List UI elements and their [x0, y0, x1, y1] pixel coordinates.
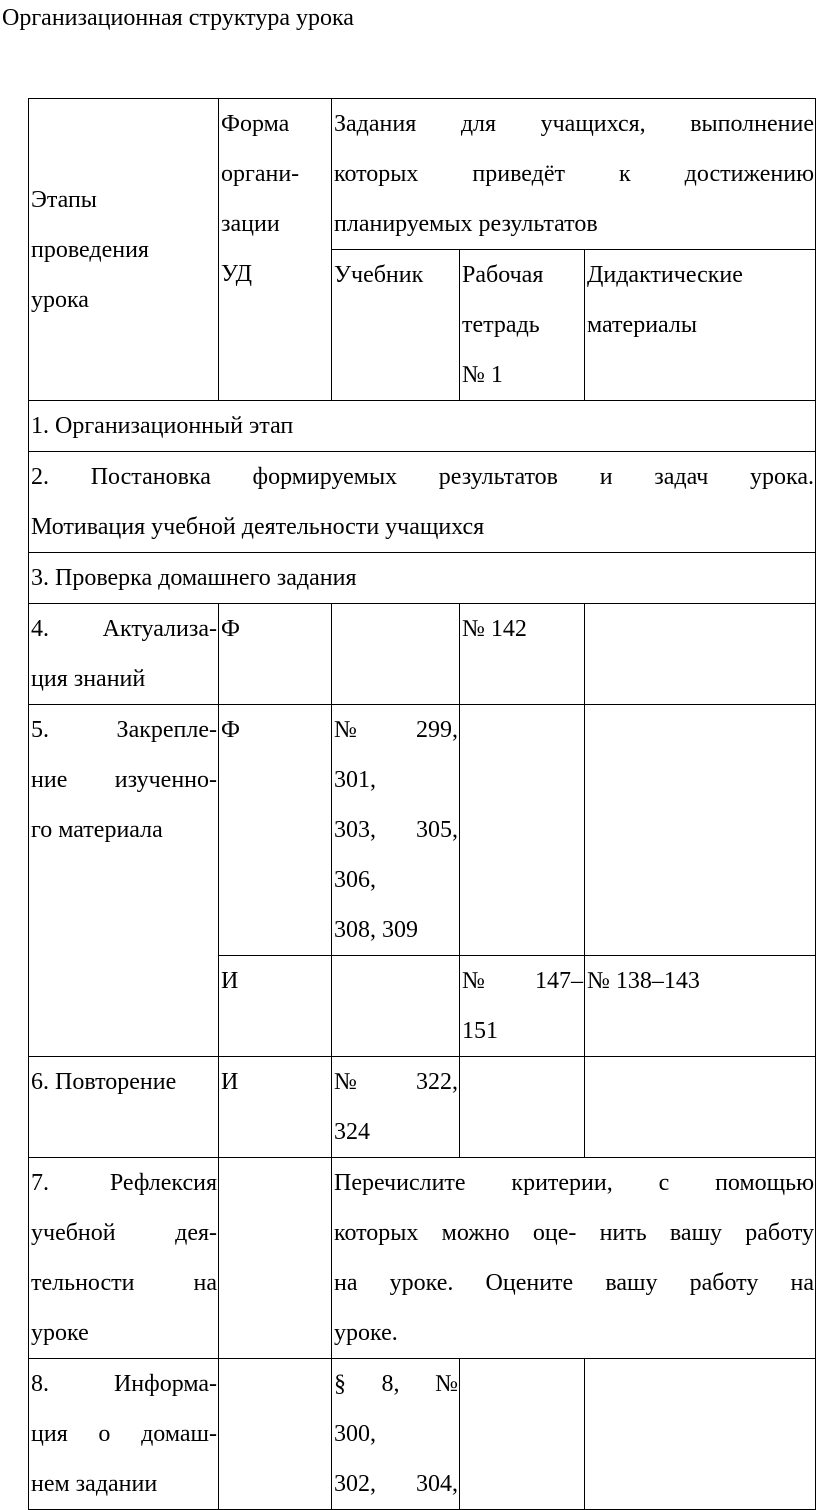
cell-form	[219, 956, 332, 1057]
cell-stage	[29, 705, 219, 1057]
cell-text	[587, 604, 814, 654]
cell-form	[219, 1158, 332, 1359]
cell-text: И	[221, 968, 239, 994]
cell-stage	[29, 1359, 219, 1510]
cell-didactic	[585, 956, 816, 1057]
cell-text: тельности на	[31, 1270, 217, 1296]
cell-text	[221, 1158, 330, 1208]
cell-text	[221, 1359, 330, 1409]
table-row	[29, 553, 816, 604]
table-row	[29, 401, 816, 452]
row-stage-2	[29, 452, 816, 553]
cell-text: 303, 305,	[334, 817, 458, 843]
header-stages	[29, 99, 219, 401]
cell-didactic	[585, 705, 816, 956]
cell-stage	[29, 1158, 219, 1359]
cell-form	[219, 1359, 332, 1510]
header-didactic-line: Дидактические	[587, 262, 743, 288]
header-workbook-line: № 1	[462, 362, 503, 388]
header-form-line: органи-	[221, 161, 300, 187]
cell-text: № 299,	[334, 717, 458, 743]
cell-text: на уроке. Оцените вашу работу на	[334, 1270, 814, 1296]
table-row	[29, 452, 816, 553]
cell-text: 301,	[334, 767, 376, 793]
header-didactic-line: материалы	[587, 312, 698, 338]
cell-text: ние изученно-	[31, 767, 217, 793]
cell-textbook	[332, 1359, 460, 1510]
row-text: 2. Постановка формируемых результатов и задач урока.	[31, 464, 814, 490]
cell-text	[462, 705, 583, 755]
row-text: 1. Организационный этап	[31, 413, 294, 439]
cell-text: 8. Информа-	[31, 1371, 217, 1397]
cell-workbook	[460, 956, 585, 1057]
cell-text: уроке	[31, 1320, 89, 1346]
cell-text: ция о домаш-	[31, 1421, 217, 1447]
cell-stage	[29, 1057, 219, 1158]
cell-tasks	[332, 1158, 816, 1359]
cell-text: 7. Рефлексия	[31, 1170, 217, 1196]
header-form-line: Форма	[221, 111, 290, 137]
page-title: Организационная структура урока	[2, 5, 354, 31]
cell-text: Ф	[221, 616, 240, 642]
cell-text	[334, 604, 458, 654]
cell-form	[219, 705, 332, 956]
header-stages-line: Этапы	[31, 186, 97, 213]
cell-text: уроке.	[334, 1320, 398, 1346]
cell-text	[462, 1057, 583, 1107]
cell-workbook	[460, 1057, 585, 1158]
cell-text	[587, 1359, 814, 1409]
cell-text: го материала	[31, 817, 163, 843]
cell-didactic	[585, 1057, 816, 1158]
cell-text: ция знаний	[31, 666, 146, 692]
header-textbook-label: Учебник	[334, 262, 424, 288]
lesson-structure-table	[28, 98, 816, 1510]
cell-text: 4. Актуализа-	[31, 616, 217, 642]
cell-text	[462, 1359, 583, 1409]
row-stage-3	[29, 553, 816, 604]
cell-workbook	[460, 705, 585, 956]
table-row	[29, 1057, 816, 1158]
cell-textbook	[332, 604, 460, 705]
cell-text: 5. Закрепле-	[31, 717, 217, 743]
header-stages-line: урока	[31, 286, 89, 313]
table-row	[29, 705, 816, 956]
header-tasks	[332, 99, 816, 250]
header-tasks-line: которых приведёт к достижению	[334, 161, 814, 187]
cell-text: № 142	[462, 616, 527, 642]
cell-text: 300,	[334, 1421, 376, 1447]
cell-text	[334, 956, 458, 1006]
table-row	[29, 1158, 816, 1359]
cell-didactic	[585, 604, 816, 705]
cell-text: Перечислите критерии, с помощью	[334, 1170, 814, 1196]
cell-text: 151	[462, 1018, 498, 1044]
cell-text	[587, 1057, 814, 1107]
header-stages-line: проведения	[31, 236, 149, 263]
header-didactic	[585, 250, 816, 401]
cell-text: № 147–	[462, 968, 583, 994]
row-stage-1	[29, 401, 816, 452]
cell-textbook	[332, 1057, 460, 1158]
cell-text	[587, 705, 814, 755]
table-row	[29, 604, 816, 705]
row-text: 3. Проверка домашнего задания	[31, 565, 357, 591]
cell-text: № 138–143	[587, 968, 700, 994]
header-tasks-line: Задания для учащихся, выполнение	[334, 111, 814, 137]
header-row	[29, 99, 816, 250]
cell-text: № 322,	[334, 1069, 458, 1095]
cell-form	[219, 1057, 332, 1158]
cell-text: 306,	[334, 867, 376, 893]
cell-textbook	[332, 705, 460, 956]
cell-text: которых можно оце- нить вашу работу	[334, 1220, 814, 1246]
header-tasks-line: планируемых результатов	[334, 211, 598, 237]
cell-text: 6. Повторение	[31, 1069, 177, 1095]
cell-form	[219, 604, 332, 705]
header-form	[219, 99, 332, 401]
cell-workbook	[460, 1359, 585, 1510]
cell-text: Ф	[221, 717, 240, 743]
cell-didactic	[585, 1359, 816, 1510]
header-textbook	[332, 250, 460, 401]
header-workbook-line: тетрадь	[462, 312, 540, 338]
header-form-line: УД	[221, 261, 252, 287]
table-row	[29, 1359, 816, 1510]
cell-text: нем задании	[31, 1471, 158, 1497]
cell-stage	[29, 604, 219, 705]
cell-text: учебной дея-	[31, 1220, 217, 1246]
cell-text: § 8, №	[334, 1371, 458, 1397]
header-workbook-line: Рабочая	[462, 262, 544, 288]
header-form-line: зации	[221, 211, 280, 237]
cell-text: 308, 309	[334, 917, 418, 943]
cell-text: 302, 304,	[334, 1471, 458, 1497]
row-text: Мотивация учебной деятельности учащихся	[31, 514, 485, 540]
cell-text: 324	[334, 1119, 370, 1145]
header-workbook	[460, 250, 585, 401]
cell-textbook	[332, 956, 460, 1057]
cell-workbook	[460, 604, 585, 705]
cell-text: И	[221, 1069, 239, 1095]
